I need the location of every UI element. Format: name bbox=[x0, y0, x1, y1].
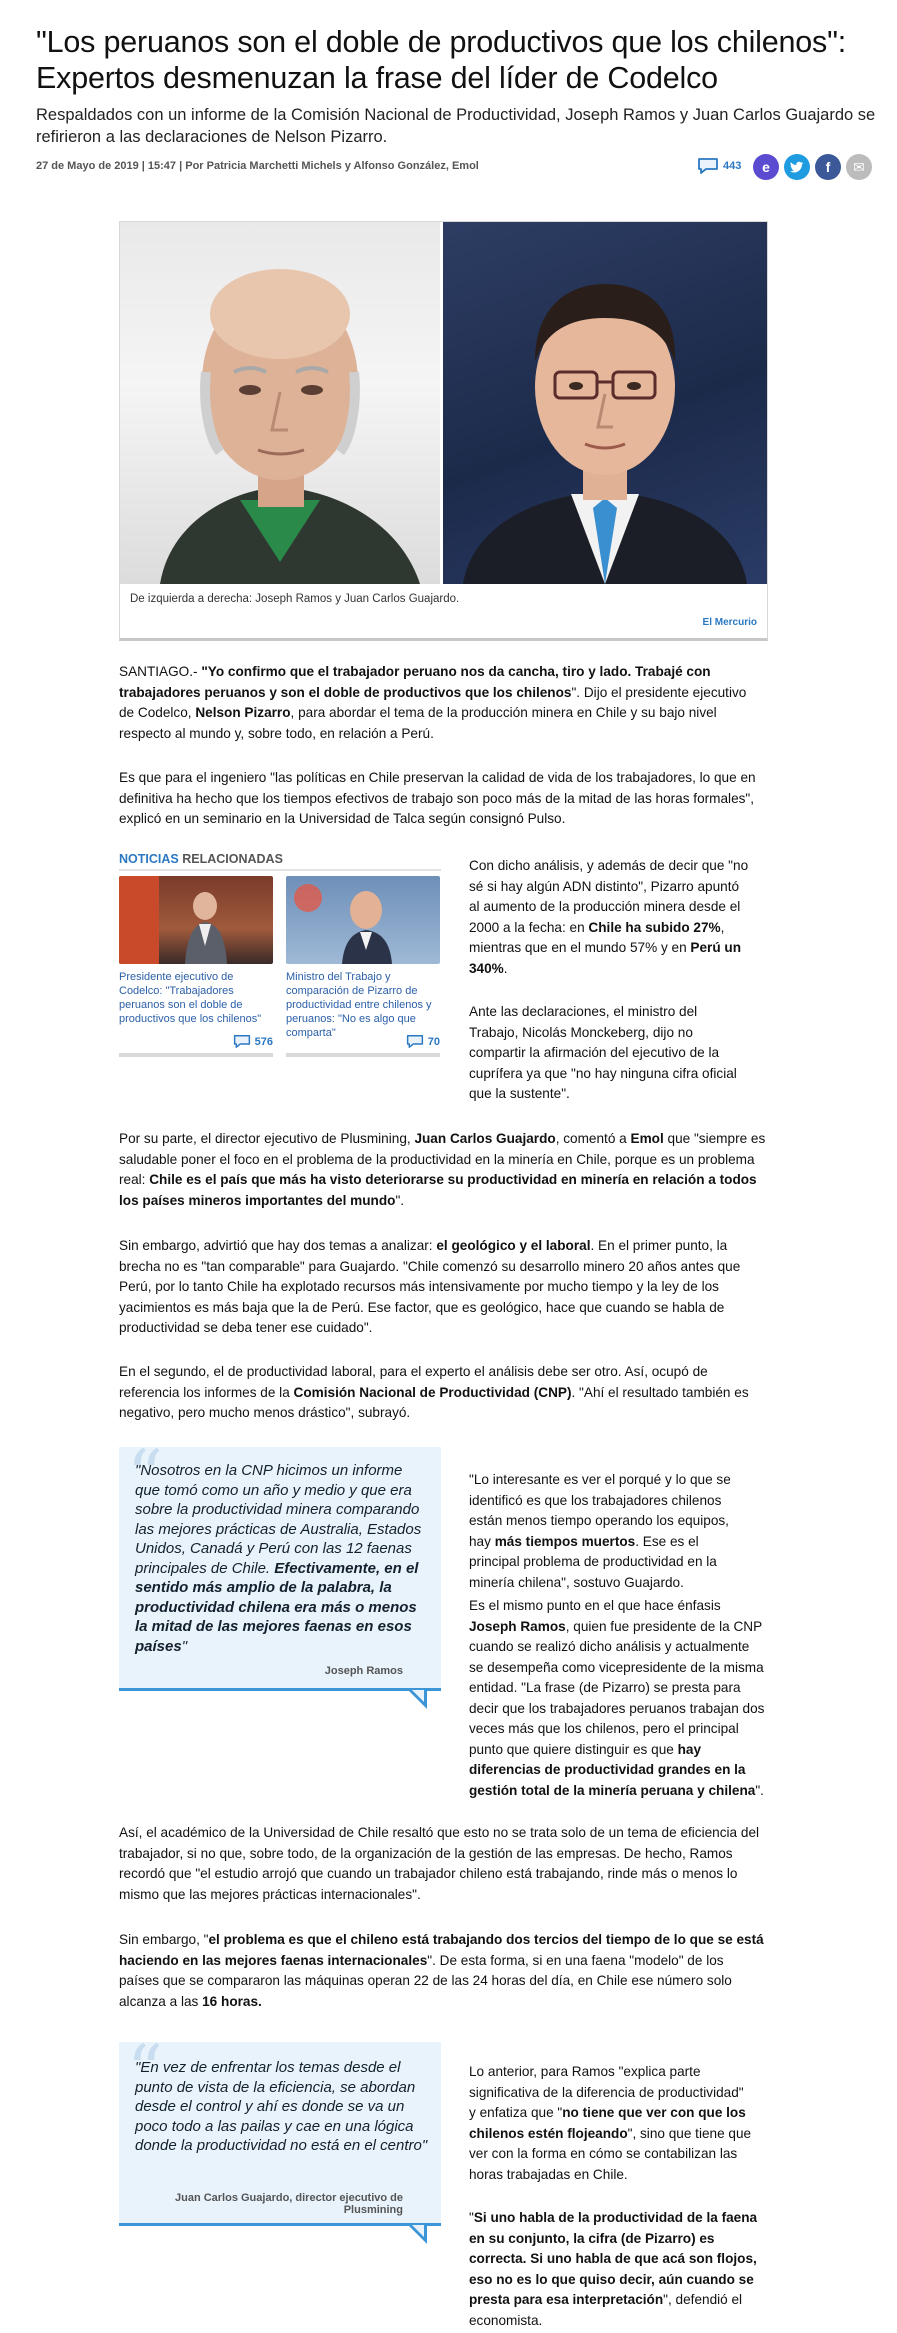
related-news-thumbnail[interactable] bbox=[286, 876, 440, 964]
comment-bubble-icon bbox=[406, 1034, 424, 1049]
twitter-share-button[interactable] bbox=[784, 154, 810, 180]
related-news-item[interactable] bbox=[119, 876, 273, 1057]
byline-date: 27 de Mayo de 2019 | 15:47 | Por Patricia Marchetti Michels y Alfonso González, Emol bbox=[36, 160, 479, 172]
headline: "Los peruanos son el doble de productivos que los chilenos": Expertos desmenuzan la frase del líder de Codelco bbox=[36, 25, 846, 95]
minister-portrait-thumb-icon bbox=[286, 876, 440, 964]
emol-icon: e bbox=[762, 159, 770, 175]
comment-count: 443 bbox=[723, 160, 742, 172]
related-news-thumbnail[interactable] bbox=[119, 876, 273, 964]
related-news-box bbox=[119, 852, 441, 1048]
paragraph-2: Es que para el ingeniero "las políticas en Chile preservan la calidad de vida de los trabajadores, lo que en definitiva ha hecho que los tiempos efectivos de trabajo son poco más de la mitad de las horas formales", explicó en un seminario en la Universidad de Talca según consignó Pulso. bbox=[119, 770, 756, 826]
emol-share-button[interactable] bbox=[753, 154, 779, 180]
quote-tail bbox=[412, 2225, 424, 2237]
man-portrait-thumb-icon bbox=[119, 876, 273, 964]
paragraph-8: "Lo interesante es ver el porqué y lo que se identificó es que los trabajadores chilenos están menos tiempo operando los equipos, hay más tiempos muertos. Ese es el principal problema de productividad en la minería chilena", sostuvo Guajardo. bbox=[469, 1472, 731, 1590]
divider bbox=[119, 1053, 273, 1057]
related-news-item[interactable] bbox=[286, 876, 440, 1057]
related-news-headline[interactable]: Presidente ejecutivo de Codelco: "Trabajadores peruanos son el doble de productivos que los chilenos" bbox=[119, 971, 262, 1025]
pull-quote-ramos bbox=[119, 1435, 441, 1691]
paragraph-4: Ante las declaraciones, el ministro del Trabajo, Nicolás Monckeberg, dijo no compartir la afirmación del ejecutivo de la cuprífera ya que "no hay ninguna cifra oficial que la sustente". bbox=[469, 1004, 737, 1101]
pull-quote-text: "En vez de enfrentar los temas desde el punto de vista de la eficiencia, se abordan desde el control y ahí es donde se va un poco todo a las pailas y cae en una lógica donde la productividad no está en el centro" bbox=[135, 2059, 428, 2154]
paragraph-7: En el segundo, el de productividad laboral, para el experto el análisis debe ser otro. Así, ocupó de referencia los informes de la Comisión Nacional de Productividad (CNP). "Ahí el resultado también es negativo, pero mucho menos drástico", subrayó. bbox=[119, 1364, 749, 1420]
related-news-headline[interactable]: Ministro del Trabajo y comparación de Pizarro de productividad entre chilenos y peruanos: "No es algo que comparta" bbox=[286, 971, 432, 1039]
pull-quote-text: "Nosotros en la CNP hicimos un informe que tomó como un año y medio y que era sobre la productividad minera comparando las mejores prácticas de Australia, Estados Unidos, Canadá y Perú con las 12 faenas principales de Chile. Efectivamente, en el sentido más amplio de la palabra, la productividad chilena era más o menos la mitad de las mejores faenas en esos países" bbox=[135, 1462, 422, 1655]
paragraph-5: Por su parte, el director ejecutivo de Plusmining, Juan Carlos Guajardo, comentó a Emol que "siempre es saludable poner el foco en el problema de la productividad en la minería en Chile, porque es un problema real: Chile es el país que más ha visto deteriorarse su productividad en minería en relación a todos los países mineros importantes del mundo". bbox=[119, 1131, 766, 1208]
comments-link[interactable] bbox=[697, 154, 741, 178]
related-news-comments[interactable]: 576 bbox=[119, 1034, 273, 1049]
twitter-bird-icon bbox=[790, 161, 804, 173]
portrait-elder-man-illustration bbox=[120, 222, 440, 584]
quote-tail bbox=[412, 1690, 424, 1702]
paragraph-10: Así, el académico de la Universidad de Chile resaltó que esto no se trata solo de un tema de eficiencia del trabajador, si no que, sobre todo, de la organización de la gestión de las empresas. De hecho, Ramos recordó que "el estudio arrojó que cuando un trabajador chileno está trabajando, rinde más o menos lo mismo que las mejores prácticas internacionales". bbox=[119, 1825, 760, 1902]
comment-bubble-icon bbox=[233, 1034, 251, 1049]
paragraph-9: Es el mismo punto en el que hace énfasis Joseph Ramos, quien fue presidente de la CNP cuando se realizó dicho análisis y actualmente se desempeña como vicepresidente de la misma entidad. "La frase (de Pizarro) se presta para decir que los trabajadores peruanos trabajan dos veces más que los chilenos, pero el principal punto que quiere distinguir es que hay diferencias de productividad grandes en la gestión total de la minería peruana y chilena". bbox=[469, 1598, 765, 1798]
photo-credit: El Mercurio bbox=[702, 617, 757, 628]
paragraph-11: Sin embargo, "el problema es que el chileno está trabajando dos tercios del tiempo de lo que se está haciendo en las mejores faenas internacionales". De esta forma, si en una faena "modelo" de los países que se compararon las máquinas operan 22 de las 24 horas del día, en Chile ese número solo alcanza a las 16 horas. bbox=[119, 1932, 764, 2009]
facebook-share-button[interactable] bbox=[815, 154, 841, 180]
facebook-icon: f bbox=[825, 159, 831, 175]
paragraph-1: SANTIAGO.- "Yo confirmo que el trabajador peruano nos da cancha, tiro y lado. Trabajé con trabajadores peruanos y son el doble de productivos que los chilenos". Dijo el presidente ejecutivo de Codelco, Nelson Pizarro, para abordar el tema de la producción minera en Chile y su bajo nivel respecto al mundo y, sobre todo, en relación a Perú. bbox=[119, 664, 747, 741]
photo-juan-carlos-guajardo bbox=[443, 222, 767, 584]
paragraph-12: Lo anterior, para Ramos "explica parte significativa de la diferencia de productividad" y enfatiza que "no tiene que ver con que los chilenos estén flojeando", sino que tiene que ver con la forma en cómo se contabilizan las horas trabajadas en Chile. bbox=[469, 2064, 752, 2182]
pull-quote-guajardo bbox=[119, 2030, 441, 2226]
paragraph-3: Con dicho análisis, y además de decir que "no sé si hay algún ADN distinto", Pizarro apuntó al aumento de la producción minera desde el 2000 a la fecha: en Chile ha subido 27%, mientras que en el mundo 57% y en Perú un 340%. bbox=[469, 858, 749, 976]
mail-icon: ✉ bbox=[853, 158, 865, 175]
subheadline: Respaldados con un informe de la Comisión Nacional de Productividad, Joseph Ramos y Juan Carlos Guajardo se refirieron a las declaraciones de Nelson Pizarro. bbox=[36, 106, 876, 146]
pull-quote-author: Juan Carlos Guajardo, director ejecutivo de Plusmining bbox=[174, 2192, 403, 2216]
quote-mark-icon: “ bbox=[127, 1435, 163, 1517]
photo-caption: De izquierda a derecha: Joseph Ramos y Juan Carlos Guajardo. bbox=[130, 593, 460, 605]
related-news-title: NOTICIAS RELACIONADAS bbox=[119, 852, 441, 871]
comment-bubble-icon bbox=[697, 157, 719, 175]
portrait-man-glasses-illustration bbox=[443, 222, 767, 584]
paragraph-6: Sin embargo, advirtió que hay dos temas a analizar: el geológico y el laboral. En el primer punto, la brecha no es "tan comparable" para Guajardo. "Chile comenzó su desarrollo minero 20 años antes que Perú, por lo tanto Chile ha explotado recursos más intensivamente por mucho tiempo y la ley de los yacimientos es más baja que la de Perú. Ese factor, que es geológico, hace que cuando se habla de productividad se deba tener ese cuidado". bbox=[119, 1238, 741, 1335]
lead-photo-figure bbox=[119, 221, 768, 641]
related-news-comments[interactable]: 70 bbox=[286, 1034, 440, 1049]
divider bbox=[286, 1053, 440, 1057]
quote-mark-icon: “ bbox=[127, 2030, 163, 2112]
pull-quote-author: Joseph Ramos bbox=[324, 1665, 403, 1677]
email-share-button[interactable] bbox=[846, 154, 872, 180]
paragraph-13: "Si uno habla de la productividad de la faena en su conjunto, la cifra (de Pizarro) es correcta. Si uno habla de que acá son flojos, eso no es lo que quiso decir, aún cuando se presta para esa interpretación", defendió el economista. bbox=[469, 2210, 758, 2328]
photo-joseph-ramos bbox=[120, 222, 440, 584]
